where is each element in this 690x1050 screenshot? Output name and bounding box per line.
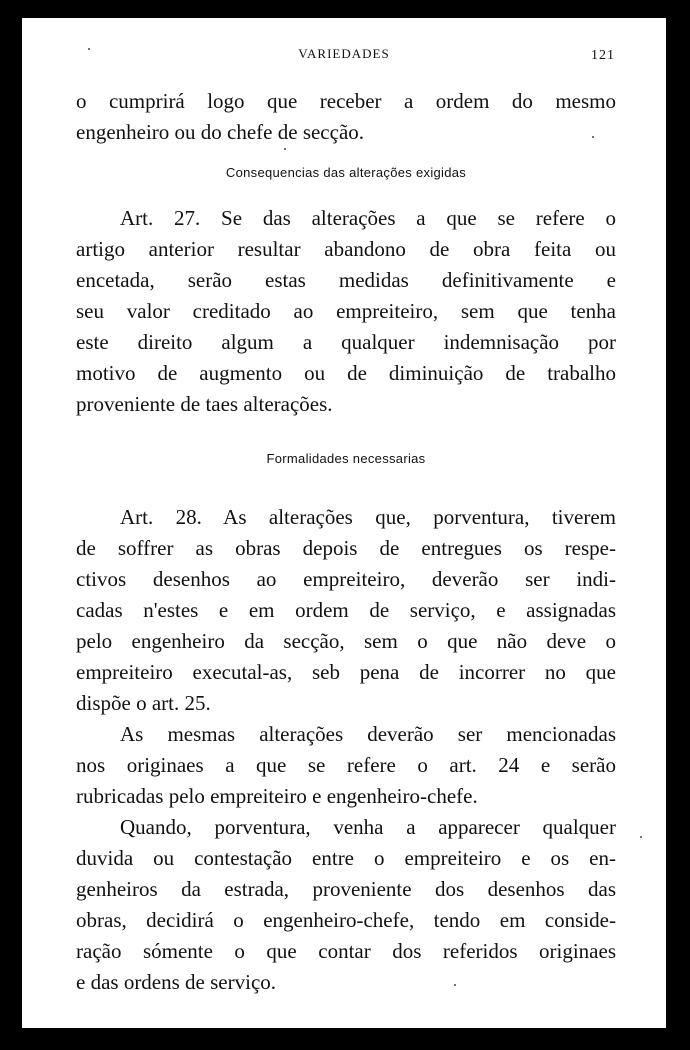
text-line: ração sómente o que contar dos referidos originaes bbox=[76, 939, 616, 963]
page-body bbox=[76, 86, 616, 998]
paragraph-quando-porventura bbox=[76, 812, 616, 998]
book-page bbox=[22, 18, 666, 1028]
text-line: obras, decidirá o engenheiro-chefe, tendo em conside- bbox=[76, 908, 616, 932]
running-title: VARIEDADES bbox=[298, 46, 390, 61]
running-head bbox=[22, 46, 666, 70]
text-line: cadas n'estes e em ordem de serviço, e assignadas bbox=[76, 598, 616, 622]
text-line: pelo engenheiro da secção, sem o que não deve o bbox=[76, 629, 616, 653]
text-line: As mesmas alterações deverão ser mencionadas bbox=[120, 722, 616, 746]
text-line: nos originaes a que se refere o art. 24 e serão bbox=[76, 753, 616, 777]
text-line: artigo anterior resultar abandono de obra feita ou bbox=[76, 237, 616, 261]
section-heading-consequencias: Consequencias das alterações exigidas bbox=[225, 165, 467, 180]
text-line: Art. 27. Se das alterações a que se refere o bbox=[120, 206, 616, 230]
paragraph-art-28 bbox=[76, 502, 616, 719]
scan-speck bbox=[284, 148, 286, 150]
page-number: 121 bbox=[591, 48, 615, 63]
text-line: Art. 28. As alterações que, porventura, tiverem bbox=[120, 505, 616, 529]
text-line: duvida ou contestação entre o empreiteiro e os en- bbox=[76, 846, 616, 870]
paragraph-continuation bbox=[76, 86, 616, 148]
text-line: ctivos desenhos ao empreiteiro, deverão ser indi- bbox=[76, 567, 616, 591]
text-line: este direito algum a qualquer indemnisação por bbox=[76, 330, 616, 354]
scan-speck bbox=[88, 48, 90, 50]
text-line: e das ordens de serviço. bbox=[76, 970, 277, 994]
text-line: o cumprirá logo que receber a ordem do mesmo bbox=[76, 89, 616, 113]
section-heading-formalidades: Formalidades necessarias bbox=[266, 451, 426, 466]
text-line: proveniente de taes alterações. bbox=[76, 392, 333, 416]
scan-speck bbox=[592, 136, 594, 138]
text-line: dispõe o art. 25. bbox=[76, 691, 211, 715]
scan-speck bbox=[454, 984, 456, 986]
scan-speck bbox=[640, 836, 642, 838]
text-line: genheiros da estrada, proveniente dos desenhos das bbox=[76, 877, 616, 901]
text-line: rubricadas pelo empreiteiro e engenheiro-chefe. bbox=[76, 784, 478, 808]
paragraph-mesmas-alteracoes bbox=[76, 719, 616, 812]
text-line: encetada, serão estas medidas definitivamente e bbox=[76, 268, 616, 292]
text-line: engenheiro ou do chefe de secção. bbox=[76, 120, 365, 144]
text-line: Quando, porventura, venha a apparecer qualquer bbox=[120, 815, 616, 839]
text-line: de soffrer as obras depois de entregues os respe- bbox=[76, 536, 616, 560]
text-line: motivo de augmento ou de diminuição de trabalho bbox=[76, 361, 616, 385]
text-line: empreiteiro executal-as, seb pena de incorrer no que bbox=[76, 660, 616, 684]
paragraph-art-27 bbox=[76, 203, 616, 420]
text-line: seu valor creditado ao empreiteiro, sem que tenha bbox=[76, 299, 616, 323]
